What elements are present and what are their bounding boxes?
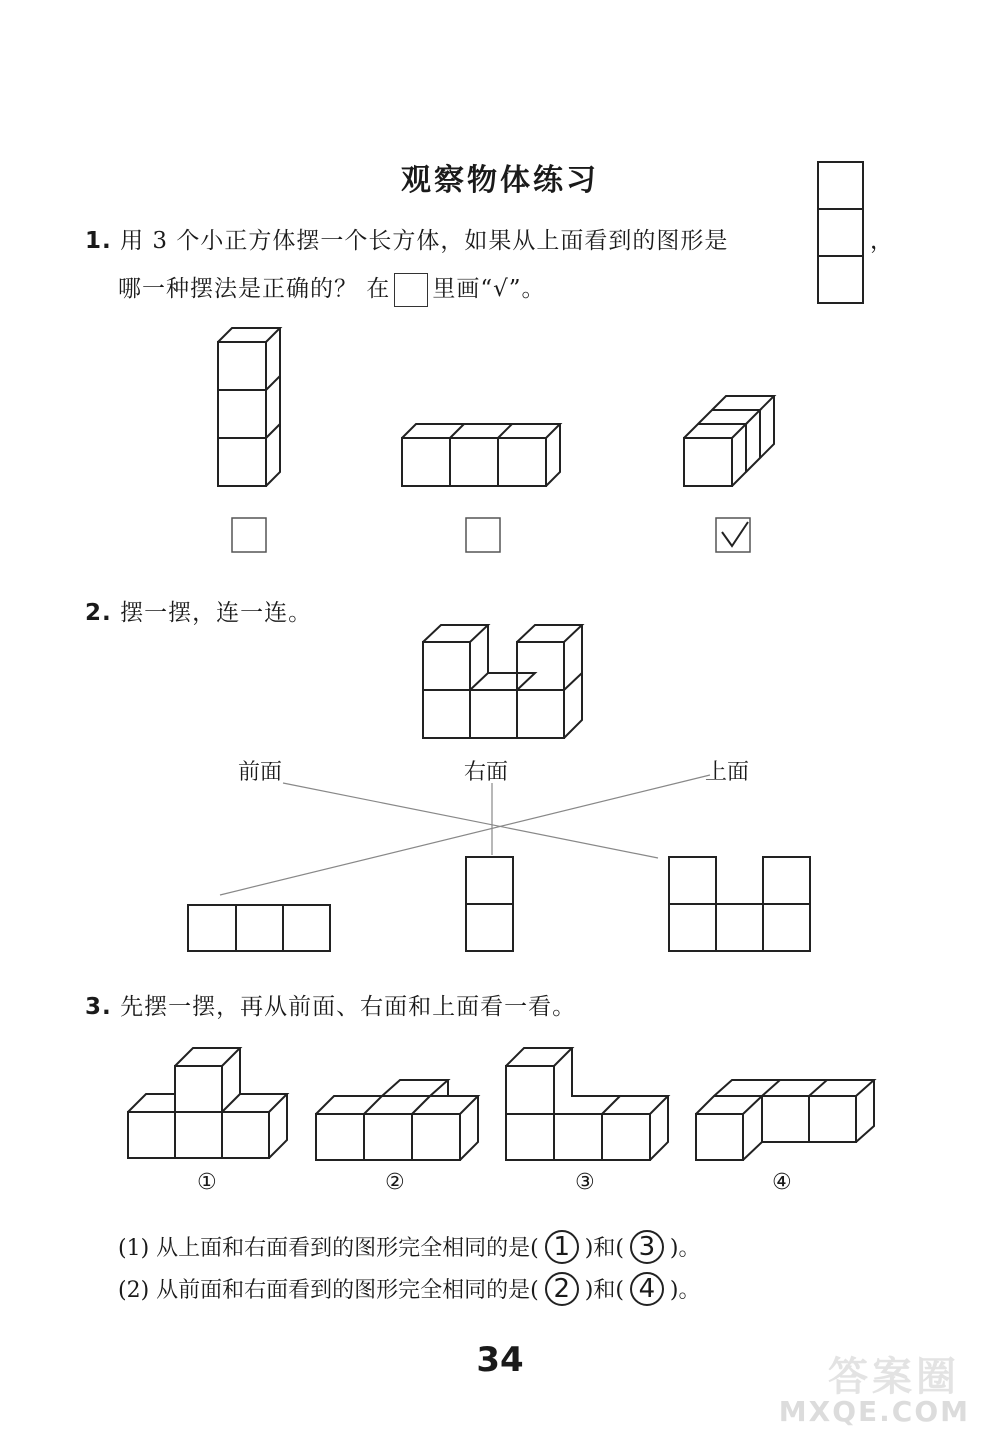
q1-option-a-figure: [218, 328, 280, 486]
question-1-text: 用 3 个小正方体摆一个长方体，如果从上面看到的图形是: [120, 228, 729, 254]
answer-2b: 4: [630, 1272, 664, 1306]
figure-label-1: ①: [197, 1170, 217, 1195]
sub-question-1-end: )。: [669, 1236, 701, 1261]
q1-checkbox-b[interactable]: [466, 518, 500, 552]
page-number: 34: [476, 1340, 524, 1380]
check-mark-icon: [722, 522, 748, 546]
question-1-comma: ，: [870, 228, 894, 254]
question-1-number: 1.: [85, 228, 112, 254]
q1-option-c-figure: [684, 396, 774, 486]
q2-view-left: [188, 905, 330, 951]
q1-checkbox-c[interactable]: [716, 518, 750, 552]
question-1-text-pre: 哪一种摆法是正确的？ 在: [118, 276, 391, 302]
figure-label-4: ④: [772, 1170, 792, 1195]
watermark-logo: 答案圈: [828, 1354, 960, 1400]
q3-figure-1: [128, 1048, 287, 1158]
question-2-text: 摆一摆，连一连。: [120, 600, 313, 626]
q3-figure-3: [506, 1048, 668, 1160]
question-3-number: 3.: [85, 994, 112, 1020]
answer-1b: 3: [630, 1230, 664, 1264]
question-2-number: 2.: [85, 600, 112, 626]
watermark-site: MXQE.COM: [778, 1395, 970, 1428]
question-1-text-post: 里画“√”。: [432, 276, 546, 302]
q1-option-b-figure: [402, 424, 560, 486]
q2-view-middle: [466, 857, 513, 951]
answer-1a: 1: [545, 1230, 579, 1264]
page-title: 观察物体练习: [401, 163, 599, 198]
sub-question-1-mid: )和(: [584, 1236, 624, 1261]
sub-question-2-end: )。: [669, 1278, 701, 1303]
answer-2a: 2: [545, 1272, 579, 1306]
q1-checkbox-a[interactable]: [232, 518, 266, 552]
sub-question-2-mid: )和(: [584, 1278, 624, 1303]
label-front-view: 前面: [238, 760, 283, 785]
sub-question-1-text: (1) 从上面和右面看到的图形完全相同的是(: [118, 1236, 539, 1261]
label-right-view: 右面: [464, 760, 509, 785]
q2-view-right: [669, 857, 810, 951]
q2-main-figure: [423, 625, 582, 738]
q3-figure-4: [696, 1080, 874, 1160]
q3-figure-2: [316, 1080, 478, 1160]
figure-label-2: ②: [385, 1170, 405, 1195]
sub-question-2-text: (2) 从前面和右面看到的图形完全相同的是(: [118, 1278, 539, 1303]
q1-top-view-figure: [818, 162, 863, 303]
question-3-text: 先摆一摆，再从前面、右面和上面看一看。: [120, 994, 577, 1020]
figure-label-3: ③: [575, 1170, 595, 1195]
label-top-view: 上面: [705, 760, 750, 785]
